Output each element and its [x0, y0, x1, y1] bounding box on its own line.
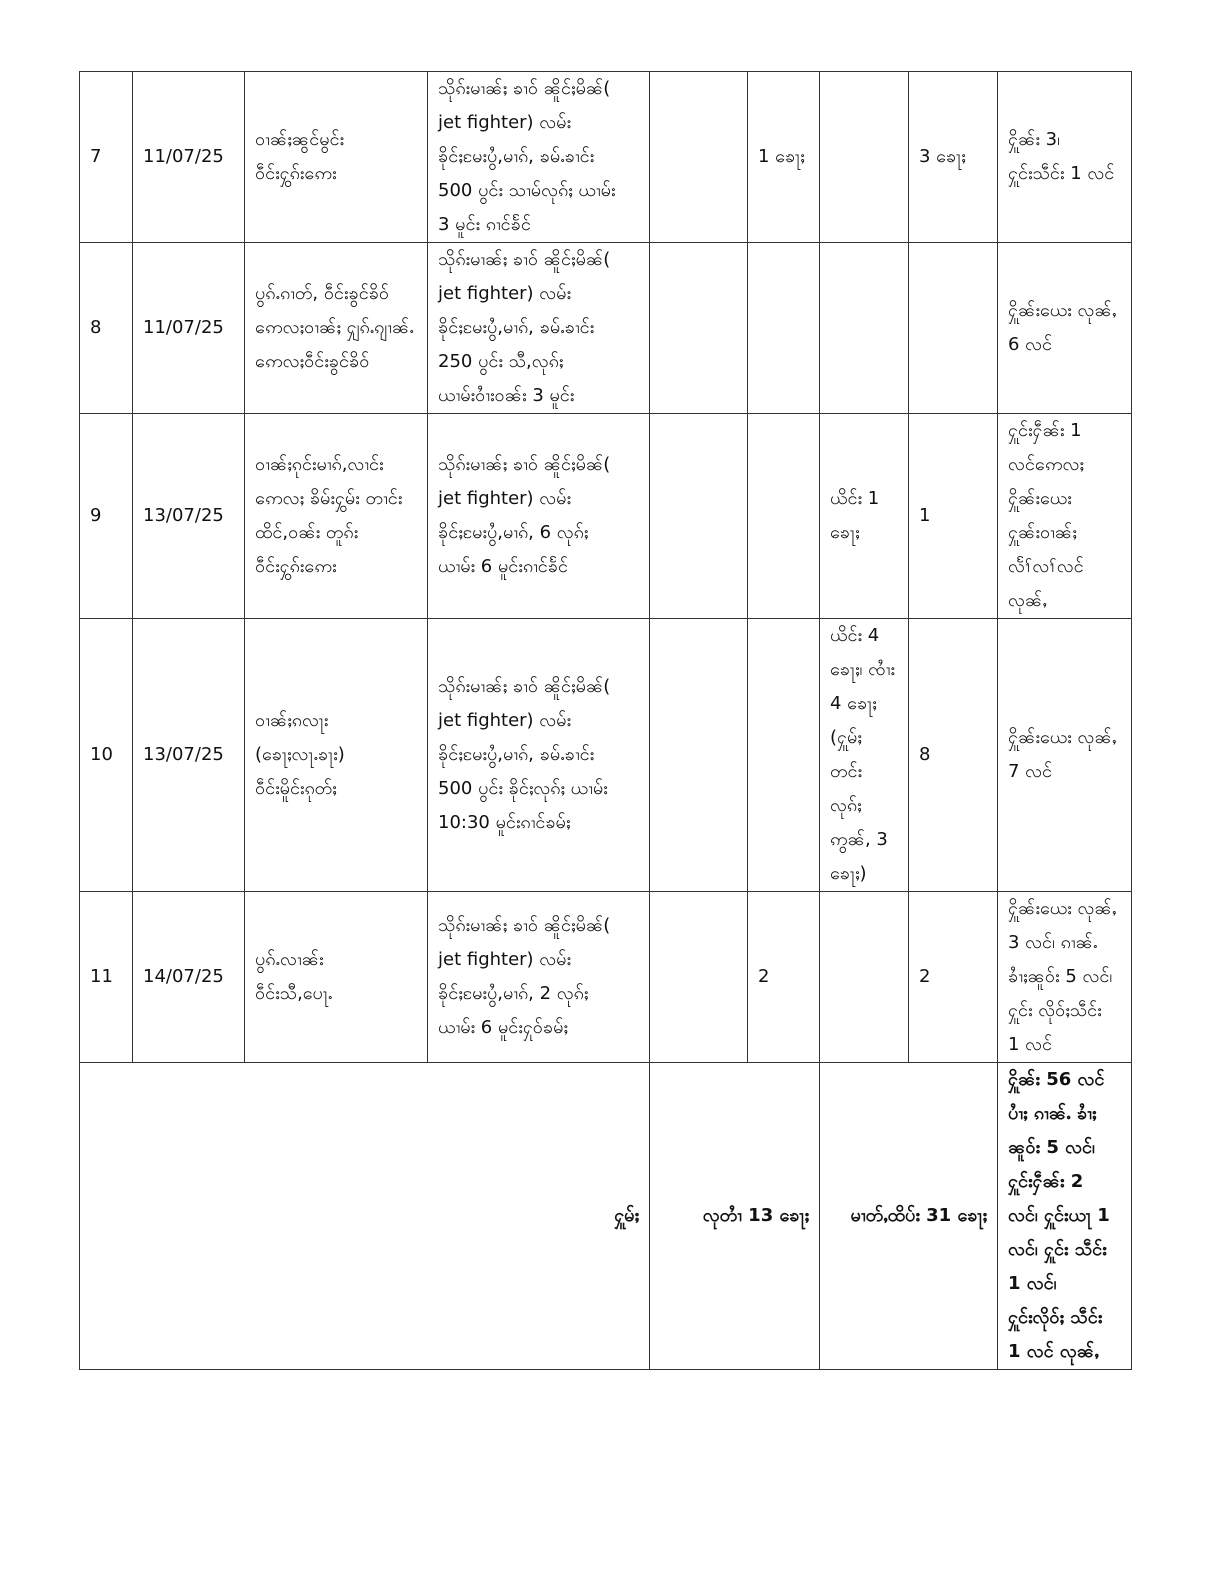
- row-col5: [650, 619, 748, 892]
- table-row: [80, 72, 1132, 243]
- row-place: ပွၵ်ႉလၢၼ်း ဝဵင်းသီ,ပေႃႉ: [245, 892, 428, 1063]
- row-col5: [650, 892, 748, 1063]
- row-description: သိုၵ်းမၢၼ်ႈ ၶၢဝ် ၼိူင်ႈမိၼ်( jet fighter) လမ်း ၶိုင်ႈမႄးပွႆ,မၢၵ်, 6 လုၵ်ႈ ယၢမ်း 6 မူင်းၵၢင်ၶႅင်: [428, 414, 650, 619]
- row-date: 13/07/25: [133, 414, 245, 619]
- row-col6: [748, 619, 820, 892]
- row-col7: ယိင်း 1 ၶေႃႈ: [820, 414, 909, 619]
- row-col8: [909, 243, 998, 414]
- table-row: [80, 892, 1132, 1063]
- row-result: ႁိူၼ်းယေး လုၼ်ႇ 6 လင်: [998, 243, 1132, 414]
- row-col8: 3 ၶေႃႈ: [909, 72, 998, 243]
- row-number: 11: [80, 892, 133, 1063]
- row-col8: 1: [909, 414, 998, 619]
- row-number: 10: [80, 619, 133, 892]
- row-col6: [748, 414, 820, 619]
- row-col7: [820, 72, 909, 243]
- row-col8: 2: [909, 892, 998, 1063]
- row-result: ႁူင်းႁဵၼ်း 1 လင်ဢေလႈ ႁိူၼ်းယေး ႁူၼ်းဝၢၼ်ႈ လႅၢ်လၢ်လင် လုၼ်ႇ: [998, 414, 1132, 619]
- row-col6: 1 ၶေႃႈ: [748, 72, 820, 243]
- row-col5: [650, 243, 748, 414]
- total-result: ႁိူၼ်း 56 လင် ပၢႆႈ ၵၢၼ်ႉ ၶၢႆႈ ၼူဝ်း 5 လင်၊ ႁူင်းႁဵၼ်း 2 လင်၊ ႁူင်းယႃ 1 လင်၊ ႁူင်း သဵင်း 1 လင်၊ ႁူင်းလိုဝ်ႈ သဵင်း 1 လင် လုၼ်ႇ: [998, 1063, 1132, 1370]
- row-col5: [650, 72, 748, 243]
- row-place: ဝၢၼ်ႈၼွင်မွင်း ဝဵင်းႁွၵ်းဢေး: [245, 72, 428, 243]
- row-description: သိုၵ်းမၢၼ်ႈ ၶၢဝ် ၼိူင်ႈမိၼ်( jet fighter) လမ်း ၶိုင်ႈမႄးပွႆ,မၢၵ်, ၶမ်ႉၶၢင်း 250 ပွင်း သီ,လုၵ်ႈ ယၢမ်းဝၢႆးဝၼ်း 3 မူင်း: [428, 243, 650, 414]
- table-body: [80, 72, 1132, 1063]
- row-date: 14/07/25: [133, 892, 245, 1063]
- row-result: ႁိူၼ်းယေး လုၼ်ႇ 7 လင်: [998, 619, 1132, 892]
- row-number: 7: [80, 72, 133, 243]
- total-injured: မၢတ်ႇထိပ်း 31 ၶေႃႈ: [820, 1063, 998, 1370]
- row-number: 9: [80, 414, 133, 619]
- total-label: ႁူမ်ႈ: [80, 1063, 650, 1370]
- table-row: [80, 243, 1132, 414]
- row-result: ႁိူၼ်းယေး လုၼ်ႇ 3 လင်၊ ၵၢၼ်ႉ ၶၢႆႈၼူဝ်း 5 လင်၊ ႁူင်း လိုဝ်ႈသဵင်း 1 လင်: [998, 892, 1132, 1063]
- row-place: ပွၵ်ႉၵၢတ်, ဝဵင်းၶွင်ၶိဝ် ဢေလႈဝၢၼ်ႈ ႁျၵ်ႉၵျၢၼ်ႉ ဢေလႈဝဵင်းၶွင်ၶိဝ်: [245, 243, 428, 414]
- table-row: [80, 619, 1132, 892]
- row-col8: 8: [909, 619, 998, 892]
- total-dead: လုတၢႆ 13 ၶေႃႈ: [650, 1063, 820, 1370]
- row-col7: [820, 892, 909, 1063]
- row-col5: [650, 414, 748, 619]
- row-date: 11/07/25: [133, 72, 245, 243]
- row-date: 13/07/25: [133, 619, 245, 892]
- row-col6: [748, 243, 820, 414]
- row-description: သိုၵ်းမၢၼ်ႈ ၶၢဝ် ၼိူင်ႈမိၼ်( jet fighter) လမ်း ၶိုင်ႈမႄးပွႆ,မၢၵ်, ၶမ်ႉၶၢင်း 500 ပွင်း သၢမ်လုၵ်ႈ ယၢမ်း 3 မူင်း ၵၢင်ၶႅင်: [428, 72, 650, 243]
- row-col6: 2: [748, 892, 820, 1063]
- row-col7: [820, 243, 909, 414]
- total-row: [80, 1063, 1132, 1370]
- row-place: ဝၢၼ်ႈၵုင်းမၢၵ်,လၢင်း ဢေလႈ ၶိမ်းႁွမ်း တၢင်း ထိင်,ဝၼ်း တူၵ်း ဝဵင်းႁွၵ်းဢေး: [245, 414, 428, 619]
- row-result: ႁိူၼ်း 3၊ ႁူင်းသဵင်း 1 လင်: [998, 72, 1132, 243]
- row-date: 11/07/25: [133, 243, 245, 414]
- row-number: 8: [80, 243, 133, 414]
- incident-table: [79, 71, 1132, 1370]
- table-row: [80, 414, 1132, 619]
- row-description: သိုၵ်းမၢၼ်ႈ ၶၢဝ် ၼိူင်ႈမိၼ်( jet fighter) လမ်း ၶိုင်ႈမႄးပွႆ,မၢၵ်, ၶမ်ႉၶၢင်း 500 ပွင်း ၶိုင်ႈလုၵ်ႈ ယၢမ်း 10:30 မူင်းၵၢင်ၶမ်ႈ: [428, 619, 650, 892]
- row-col7: ယိင်း 4 ၶေႃႈ၊ ၸၢႆး 4 ၶေႃႈ (ႁူမ်ႈ တင်း လုၵ်ႈ ဢွၼ်, 3 ၶေႃႈ): [820, 619, 909, 892]
- row-place: ဝၢၼ်ႈၵလႃး (ၶေႃႈလႃႉၶႃး) ဝဵင်းမိူင်းၵုတ်ႈ: [245, 619, 428, 892]
- row-description: သိုၵ်းမၢၼ်ႈ ၶၢဝ် ၼိူင်ႈမိၼ်( jet fighter) လမ်း ၶိုင်ႈမႄးပွႆ,မၢၵ်, 2 လုၵ်ႈ ယၢမ်း 6 မူင်းႁုဝ်ၶမ်ႈ: [428, 892, 650, 1063]
